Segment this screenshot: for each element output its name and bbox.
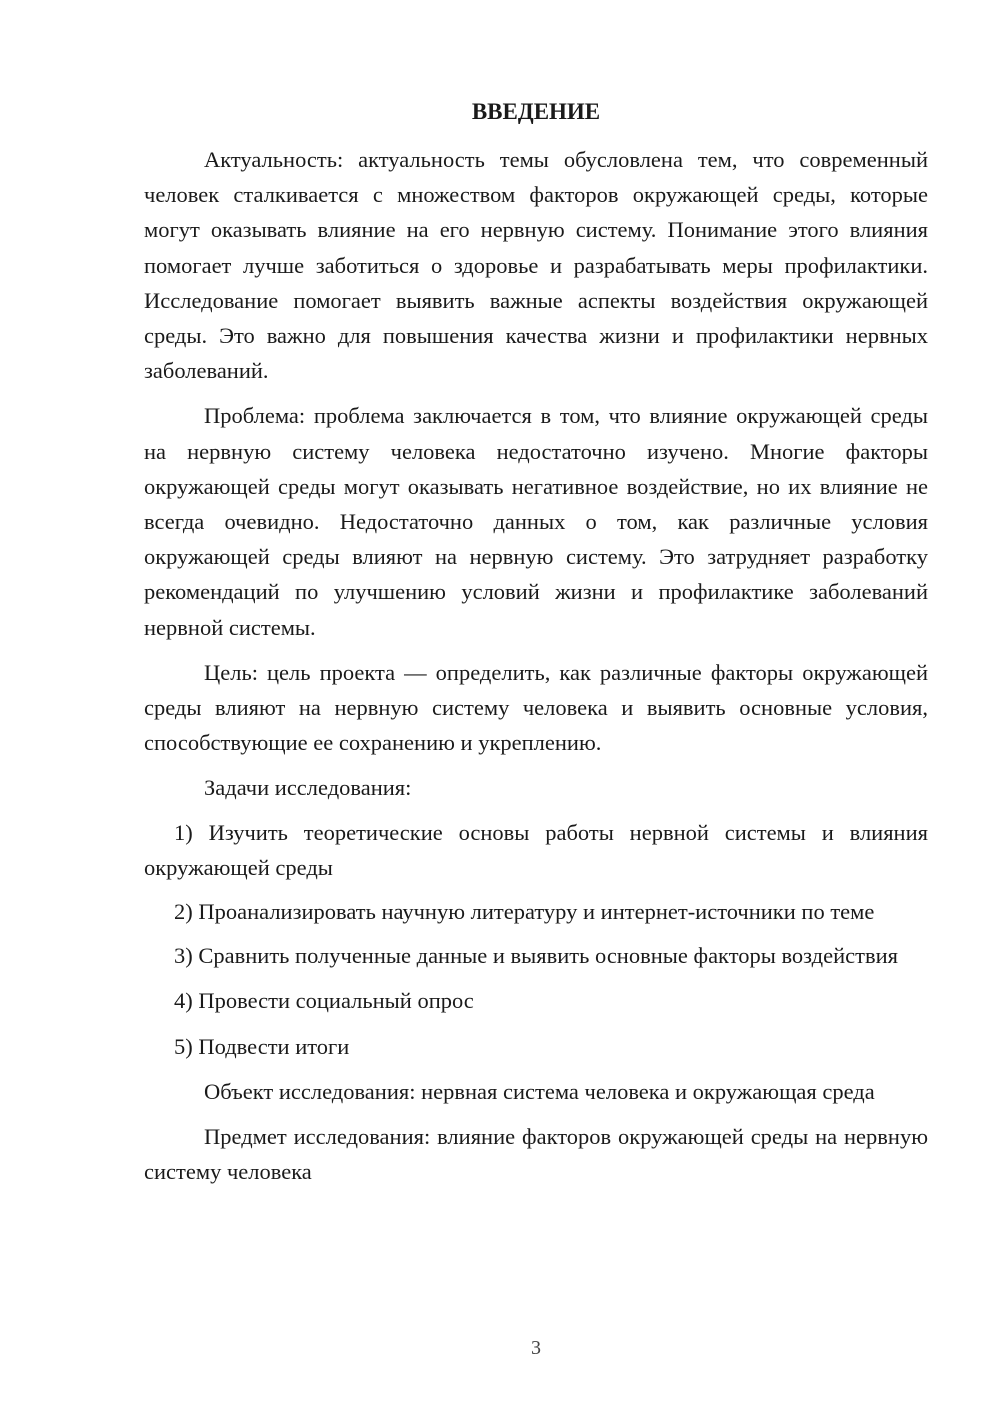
task-item: 4) Провести социальный опрос [174,988,474,1014]
tasks-heading: Задачи исследования: [204,775,412,801]
subject-paragraph: Предмет исследования: влияние факторов окружающей среды на нервную систему человека [144,1124,928,1185]
document-body [144,142,928,1189]
task-item: 1) Изучить теоретические основы работы нервной системы и влияния окружающей среды [144,819,928,880]
task-item: 2) Проанализировать научную литературу и интернет-источники по теме [174,899,875,925]
problem-paragraph: Проблема: проблема заключается в том, что влияние окружающей среды на нервную систему человека недостаточно изучено. Многие факторы окружающей среды могут оказывать негативное воздействие, но их влияние не всегда очевидно. Недостаточно данных о том, как различные условия окружающей среды влияют на нервную систему. Это затрудняет разработку рекомендаций по улучшению условий жизни и профилактике заболеваний нервной системы. [144,403,928,640]
goal-paragraph: Цель: цель проекта — определить, как различные факторы окружающей среды влияют на нервную систему человека и выявить основные условия, способствующие ее сохранению и укреплению. [144,659,928,756]
page-title: ВВЕДЕНИЕ [471,99,601,124]
page-number: 3 [531,1337,541,1359]
object-paragraph: Объект исследования: нервная система человека и окружающая среда [204,1078,875,1104]
task-item: 5) Подвести итоги [174,1033,350,1059]
relevance-paragraph: Актуальность: актуальность темы обусловлена тем, что современный человек сталкивается с множеством факторов окружающей среды, которые могут оказывать влияние на его нервную систему. Понимание этого влияния помогает лучше заботиться о здоровье и разрабатывать меры профилактики. Исследование помогает выявить важные аспекты воздействия окружающей среды. Это важно для повышения качества жизни и профилактики нервных заболеваний. [144,147,928,384]
task-item: 3) Сравнить полученные данные и выявить основные факторы воздействия [174,943,898,969]
